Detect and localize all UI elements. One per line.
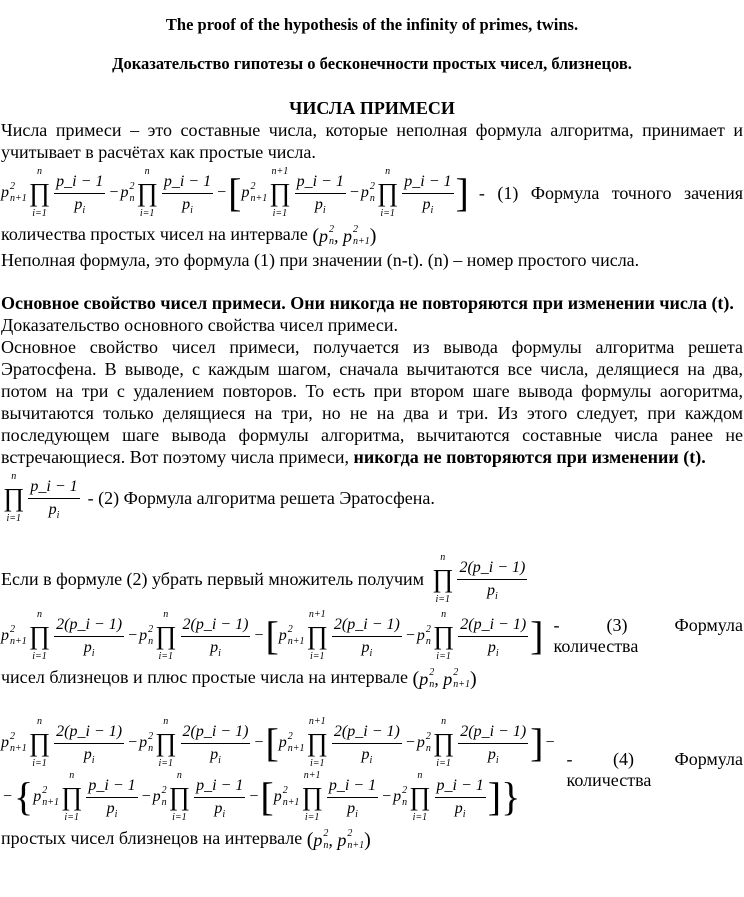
product-symbol: n ∏ i=1: [28, 716, 51, 769]
formula-4-label: - (4) Формула количества: [566, 749, 743, 790]
paragraph-proof-heading: Доказательство основного свойства чисел примеси.: [1, 315, 398, 335]
product-symbol: n+1 ∏ i=1: [301, 770, 323, 823]
denominator: $p_i$: [214, 799, 226, 820]
product-symbol: n ∏ i=1: [136, 166, 158, 219]
numerator: p_i − 1: [295, 171, 346, 194]
coefficient: p 2 n+1: [273, 785, 300, 808]
fraction: [86, 775, 137, 820]
product-symbol: n ∏ i=1: [3, 471, 25, 524]
numerator: 2(p_i − 1): [458, 721, 528, 744]
denominator: $p_i$: [487, 638, 499, 659]
paragraph-main-property: Основное свойство чисел примеси. Они никогда не повторяются при изменении числа (t).: [1, 293, 734, 313]
product-term: [393, 770, 488, 824]
formula-3: p 2 n+1 n ∏ i=1 $\frac{2(p\_i - 1)}{p_i}$ − p 2 n n ∏ i=1 $\frac{2(p\_i - 1)}{p_i}$ − [ p 2 n+1 n+1 ∏ i=1 $\frac{2(p\_i - 1)}{p_i}$ − p 2 n n ∏ i=1 $\frac{2(p\_i - 1)}{p_i}$ ]: [1, 609, 544, 662]
text: количества простых чисел на интервале: [1, 224, 308, 245]
paragraph-incomplete-formula: Неполная формула, это формула (1) при значении (n-t). (n) – номер простого числа.: [1, 250, 640, 270]
denominator: $p_i$: [210, 745, 221, 766]
document-page: [0, 14, 744, 853]
product-symbol: n ∏ i=1: [168, 770, 191, 823]
coefficient: p 2 n: [152, 785, 167, 808]
formula-3-label: - (3) Формула количества: [553, 615, 743, 656]
formula-3-continuation: [1, 666, 743, 692]
product-symbol: n ∏ i=1: [376, 166, 399, 219]
product-symbol: n ∏ i=1: [28, 166, 51, 219]
product-symbol: n+1 ∏ i=1: [269, 166, 291, 219]
numerator: p_i − 1: [162, 171, 213, 194]
denominator: $p_i$: [361, 745, 373, 766]
fraction: [181, 614, 251, 659]
text: Если в формуле (2) убрать первый множитель получим: [1, 568, 425, 589]
formula-2-label: - (2) Формула алгоритма решета Эратосфена.: [87, 487, 435, 508]
denominator: $p_i$: [314, 195, 326, 216]
formula-inline: [430, 552, 529, 606]
product-term: [139, 716, 252, 770]
fraction: [162, 171, 213, 216]
product-symbol: n+1 ∏ i=1: [306, 716, 328, 769]
numerator: 2(p_i − 1): [54, 614, 124, 637]
denominator: $p_i$: [210, 638, 221, 659]
product-term: [279, 609, 404, 663]
fraction: [28, 476, 79, 521]
text: простых чисел близнецов на интервале: [1, 828, 303, 849]
denominator: $p_i$: [361, 638, 373, 659]
product-term: [279, 716, 404, 770]
fraction: [327, 775, 378, 820]
numerator: p_i − 1: [402, 171, 453, 194]
coefficient: p 2 n: [120, 181, 135, 204]
coefficient: p 2 n: [416, 731, 431, 754]
product-symbol: n ∏ i=1: [432, 716, 455, 769]
numerator: p_i − 1: [435, 775, 486, 798]
fraction: [458, 614, 528, 659]
formula-4-row-2: − { p 2 n+1 n ∏ i=1 $\frac{p\_i - 1}{p_i}$ − p 2 n n ∏ i=1 $\frac{p\_i - 1}{p_i}$ − [ p 2 n+1 n+1 ∏ i=1 $\frac{p\_i - 1}{p_i}$ − p 2 n n ∏ i=1 $\frac{p\_i - 1}{p_i}$ ] }: [3, 770, 521, 823]
formula-1: p 2 n+1 n ∏ i=1 $\frac{p\_i - 1}{p_i}$ − p 2 n n ∏ i=1 $\frac{p\_i - 1}{p_i}$ − [ p 2 n+1 n+1 ∏ i=1 $\frac{p\_i - 1}{p_i}$ − p 2 n n ∏ i=1 $\frac{p\_i - 1}{p_i}$ ]: [1, 166, 469, 219]
denominator: $p_i$: [454, 799, 466, 820]
fraction: [194, 775, 245, 820]
formula-4-continuation: [1, 827, 743, 853]
numerator: p_i − 1: [327, 775, 378, 798]
product-term: [1, 471, 82, 525]
denominator: $p_i$: [182, 195, 193, 216]
fraction: [402, 171, 453, 216]
formula-4-line: [1, 716, 743, 824]
product-term: [33, 770, 139, 824]
coefficient: p 2 n+1: [1, 624, 27, 647]
fraction: [181, 721, 251, 766]
product-term: [1, 166, 107, 220]
denominator: $p_i$: [74, 195, 86, 216]
product-symbol: n ∏ i=1: [432, 609, 455, 662]
title-english: The proof of the hypothesis of the infinity of primes, twins.: [165, 15, 579, 34]
product-symbol: n ∏ i=1: [155, 716, 177, 769]
fraction: [332, 721, 402, 766]
product-term: [139, 609, 252, 663]
numerator: p_i − 1: [28, 476, 79, 499]
paragraph-remove-factor: [1, 552, 743, 606]
numerator: p_i − 1: [86, 775, 137, 798]
formula-1-label: - (1) Формула точного зачения: [478, 182, 743, 203]
product-term: [417, 716, 530, 770]
interval: ( p 2 n , p 2 n+1 ): [412, 667, 477, 690]
formula-1-continuation: [1, 223, 743, 249]
formula-2: [1, 471, 82, 525]
product-term: [1, 716, 126, 770]
product-term: [241, 166, 347, 220]
fraction: [332, 614, 402, 659]
interval: ( p 2 n , p 2 n+1 ): [312, 224, 377, 247]
product-term: [274, 770, 380, 824]
product-term: [1, 609, 126, 663]
coefficient: p 2 n+1: [278, 624, 305, 647]
numerator: p_i − 1: [194, 775, 245, 798]
formula-1-line: [1, 166, 743, 220]
numerator: 2(p_i − 1): [332, 614, 402, 637]
text: Основное свойство чисел примеси, получается из вывода формулы алгоритма решета Эратосфена. В выводе, с каждым шагом, сначала вычитаются все числа, делящиеся на два, потом на три с удалением повторов. То есть при втором шаге вывода формулы аогоритма, вычитаются только делящиеся на три, но не на два и три. Из этого следует, при каждом последующем шаге вывода формулы алгоритма, вычитаются составные числа ранее не встречающиеся. Вот поэтому числа примеси,: [1, 337, 743, 467]
coefficient: p 2 n: [393, 785, 408, 808]
product-term: [430, 552, 529, 606]
product-symbol: n+1 ∏ i=1: [306, 609, 328, 662]
numerator: 2(p_i − 1): [54, 721, 124, 744]
paragraph-definition: Числа примеси – это составные числа, которые неполная формула алгоритма, принимает и учитывает в расчётах как простые числа.: [1, 120, 743, 162]
denominator: $p_i$: [487, 581, 498, 602]
coefficient: p 2 n+1: [1, 181, 27, 204]
product-term: [153, 770, 248, 824]
product-symbol: n ∏ i=1: [155, 609, 177, 662]
denominator: $p_i$: [106, 799, 118, 820]
product-term: [417, 609, 530, 663]
fraction: [458, 721, 528, 766]
coefficient: p 2 n: [416, 624, 431, 647]
denominator: $p_i$: [83, 638, 95, 659]
coefficient: p 2 n+1: [1, 731, 27, 754]
title-russian: Доказательство гипотезы о бесконечности простых чисел, близнецов.: [112, 54, 632, 73]
product-symbol: n ∏ i=1: [28, 609, 51, 662]
fraction: [54, 614, 124, 659]
denominator: $p_i$: [487, 745, 499, 766]
formula-3-line: [1, 609, 743, 663]
numerator: 2(p_i − 1): [332, 721, 402, 744]
interval: ( p 2 n , p 2 n+1 ): [306, 828, 371, 851]
numerator: 2(p_i − 1): [181, 614, 251, 637]
product-symbol: n ∏ i=1: [432, 552, 454, 605]
fraction: [457, 557, 527, 602]
section-heading: ЧИСЛА ПРИМЕСИ: [289, 98, 455, 118]
bold-text: никогда не повторяются при изменении (t).: [353, 447, 706, 467]
denominator: $p_i$: [83, 745, 95, 766]
fraction: [295, 171, 346, 216]
formula-4-row-1: p 2 n+1 n ∏ i=1 $\frac{2(p\_i - 1)}{p_i}$ − p 2 n n ∏ i=1 $\frac{2(p\_i - 1)}{p_i}$ − [ p 2 n+1 n+1 ∏ i=1 $\frac{2(p\_i - 1)}{p_i}$ − p 2 n n ∏ i=1 $\frac{2(p\_i - 1)}{p_i}$ ] −: [1, 716, 555, 769]
formula-2-line: [1, 471, 743, 525]
coefficient: p 2 n+1: [241, 181, 268, 204]
text: чисел близнецов и плюс простые числа на интервале: [1, 667, 409, 688]
fraction: [435, 775, 486, 820]
product-symbol: n ∏ i=1: [409, 770, 431, 823]
product-symbol: n ∏ i=1: [60, 770, 83, 823]
formula-4: [1, 716, 557, 824]
denominator: $p_i$: [347, 799, 358, 820]
coefficient: p 2 n+1: [33, 785, 59, 808]
coefficient: p 2 n: [139, 624, 154, 647]
product-term: [120, 166, 215, 220]
numerator: 2(p_i − 1): [457, 557, 527, 580]
numerator: p_i − 1: [54, 171, 105, 194]
product-term: [361, 166, 456, 220]
numerator: 2(p_i − 1): [458, 614, 528, 637]
denominator: $p_i$: [422, 195, 434, 216]
fraction: [54, 721, 124, 766]
coefficient: p 2 n: [360, 181, 375, 204]
paragraph-proof: [1, 336, 743, 468]
denominator: $p_i$: [48, 500, 60, 521]
coefficient: p 2 n+1: [278, 731, 305, 754]
coefficient: p 2 n: [139, 731, 154, 754]
numerator: 2(p_i − 1): [181, 721, 251, 744]
fraction: [54, 171, 105, 216]
